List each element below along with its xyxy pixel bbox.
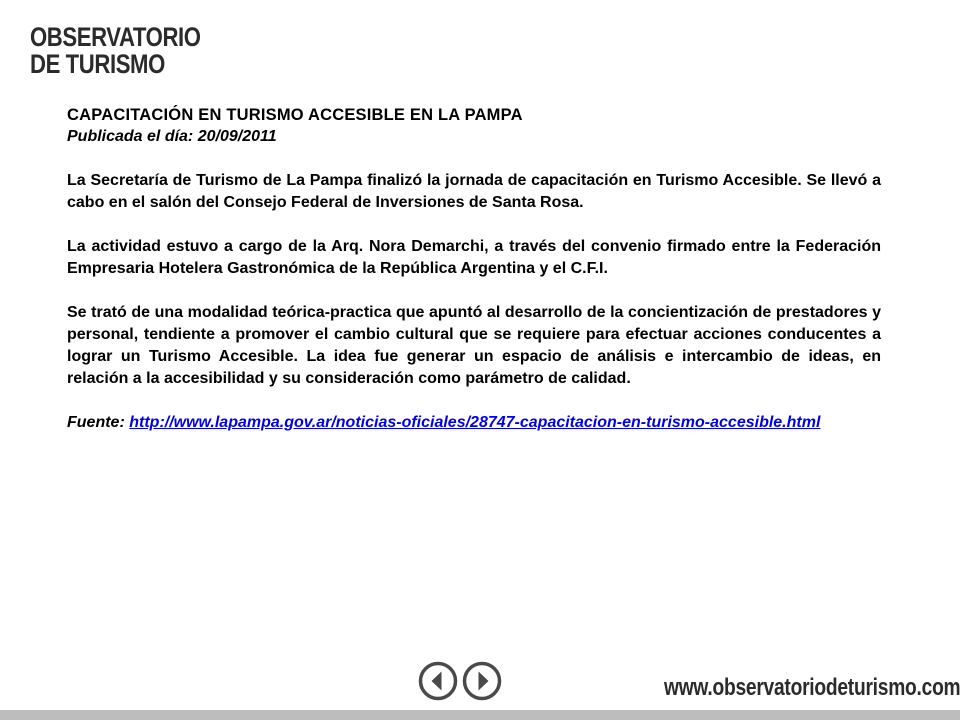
next-slide-button[interactable] <box>462 661 502 701</box>
footer-site-url: www.observatoriodeturismo.com <box>664 674 960 701</box>
article-source <box>67 412 881 434</box>
article <box>67 104 881 434</box>
previous-slide-button[interactable] <box>418 661 458 701</box>
article-title: CAPACITACIÓN EN TURISMO ACCESIBLE EN LA PAMPA <box>67 106 523 124</box>
article-paragraph-2: La actividad estuvo a cargo de la Arq. Nora Demarchi, a través del convenio firmado entre la Federación Empresaria Hotelera Gastronómica de la República Argentina y el C.F.I. <box>67 238 881 277</box>
logo-line-2: DE TURISMO <box>30 49 165 79</box>
source-label: Fuente: <box>67 414 125 431</box>
article-paragraph-1: La Secretaría de Turismo de La Pampa finalizó la jornada de capacitación en Turismo Accesible. Se llevó a cabo en el salón del Consejo Federal de Inversiones de Santa Rosa. <box>67 172 881 211</box>
chevron-right-circle-icon <box>465 664 500 699</box>
publish-date: Publicada el día: 20/09/2011 <box>67 128 277 145</box>
observatorio-logo <box>30 22 201 79</box>
article-paragraph-3: Se trató de una modalidad teórica-practica que apuntó al desarrollo de la concientización de prestadores y personal, tendiente a promover el cambio cultural que se requiere para efectuar acciones conducentes a lograr un Turismo Accesible. La idea fue generar un espacio de análisis e intercambio de ideas, en relación a la accesibilidad y su consideración como parámetro de calidad. <box>67 304 881 387</box>
chevron-left-circle-icon <box>421 664 456 699</box>
bottom-bar <box>0 710 960 720</box>
slide-navigation <box>418 661 502 701</box>
logo-line-1: OBSERVATORIO <box>30 22 201 52</box>
source-link[interactable]: http://www.lapampa.gov.ar/noticias-oficiales/28747-capacitacion-en-turismo-accesible.html <box>129 414 821 431</box>
